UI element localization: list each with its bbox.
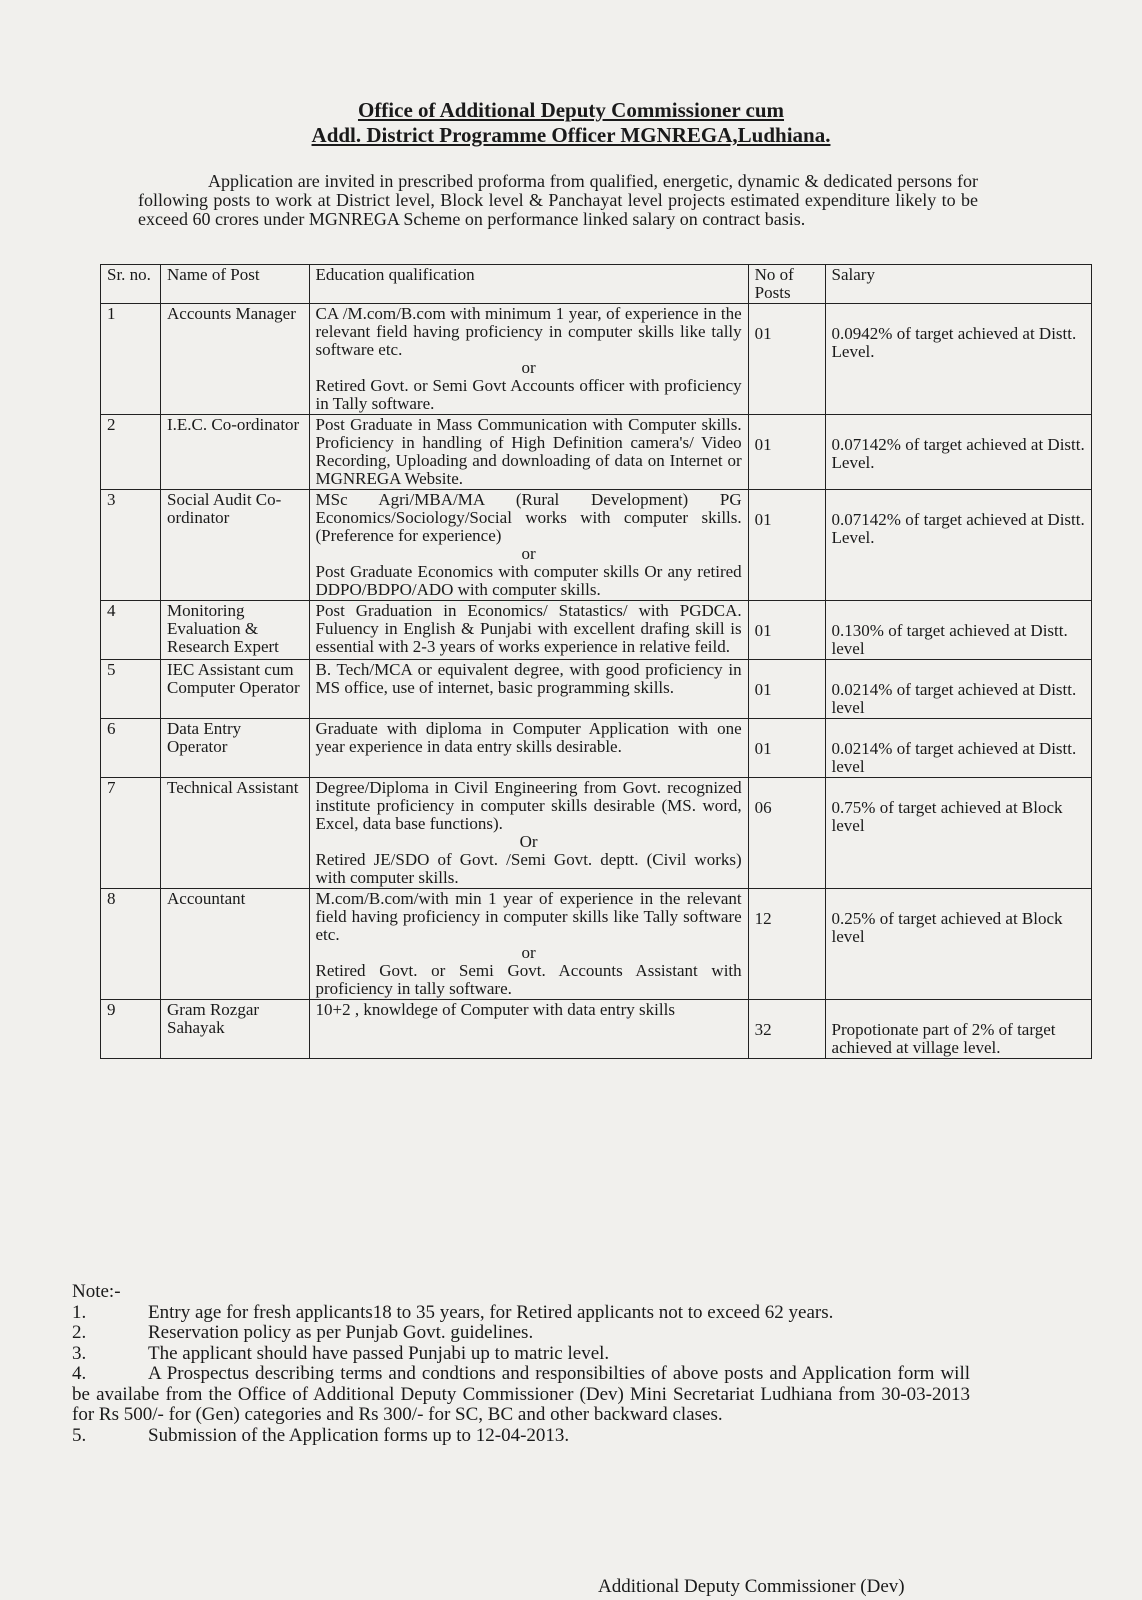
- row-qualification: [309, 415, 748, 490]
- row-salary: 0.0214% of target achieved at Distt. level: [831, 680, 1077, 717]
- table-row: [101, 660, 1092, 719]
- table-row: [101, 778, 1092, 889]
- row-sr: 5: [101, 660, 161, 719]
- row-salary: 0.07142% of target achieved at Distt. Level.: [831, 510, 1085, 547]
- row-posts: 01: [754, 621, 772, 640]
- note-item: [72, 1426, 970, 1447]
- row-salary-cell: [825, 490, 1091, 601]
- row-qualification: [309, 601, 748, 660]
- notes-label: Note:-: [72, 1281, 121, 1302]
- row-salary-cell: [825, 1000, 1091, 1059]
- note-text: A Prospectus describing terms and condtions and responsibilties of above posts and Application form will be availabe from the Office of Additional Deputy Commissioner (Dev) Mini Secretariat Ludhiana from 30-03-2013 for Rs 500/- for (Gen) categories and Rs 300/- for SC, BC and other backward clases.: [72, 1363, 970, 1425]
- row-posts-cell: [748, 889, 825, 1000]
- row-posts-cell: [748, 304, 825, 415]
- qualification-text: B. Tech/MCA or equivalent degree, with good proficiency in MS office, use of internet, basic programming skills.: [315, 660, 742, 697]
- row-post-name: Accounts Manager: [161, 304, 309, 415]
- row-post-name: I.E.C. Co-ordinator: [161, 415, 309, 490]
- row-posts-cell: [748, 719, 825, 778]
- row-posts: 32: [754, 1020, 772, 1039]
- row-qualification: [309, 778, 748, 889]
- qualification-alt-text: Post Graduate Economics with computer skills Or any retired DDPO/BDPO/ADO with computer skills.: [315, 562, 742, 599]
- row-sr: 3: [101, 490, 161, 601]
- qualification-or: Or: [519, 832, 538, 851]
- note-item: [72, 1303, 970, 1324]
- row-post-name: Data Entry Operator: [161, 719, 309, 778]
- note-number: 3.: [72, 1342, 87, 1364]
- row-sr: 6: [101, 719, 161, 778]
- row-salary: 0.0942% of target achieved at Distt. Level.: [831, 324, 1077, 361]
- table-row: [101, 1000, 1092, 1059]
- heading-line-1: Office of Additional Deputy Commissioner cum: [357, 98, 785, 122]
- row-qualification: [309, 304, 748, 415]
- row-post-name: Technical Assistant: [161, 778, 309, 889]
- row-posts: 01: [754, 739, 772, 758]
- heading-line-2: Addl. District Programme Officer MGNREGA,Ludhiana.: [311, 123, 831, 147]
- row-post-name: Gram Rozgar Sahayak: [161, 1000, 309, 1059]
- header-salary: Salary: [825, 265, 1091, 304]
- row-posts: 06: [754, 798, 772, 817]
- row-posts-cell: [748, 601, 825, 660]
- qualification-alt-text: Retired JE/SDO of Govt. /Semi Govt. deptt. (Civil works) with computer skills.: [315, 850, 742, 887]
- table-row: [101, 719, 1092, 778]
- row-salary: 0.130% of target achieved at Distt. level: [831, 621, 1068, 658]
- row-salary: 0.25% of target achieved at Block level: [831, 909, 1063, 946]
- notes-section: [72, 1282, 970, 1446]
- note-number: 5.: [72, 1424, 87, 1446]
- qualification-or: or: [521, 943, 536, 962]
- note-item: [72, 1344, 970, 1365]
- qualification-text: Post Graduation in Economics/ Statastics/ with PGDCA. Fuluency in English & Punjabi with excellent drafing skill is essential with 2-3 years of works experience in relative feild.: [315, 601, 742, 656]
- intro-paragraph: [138, 172, 978, 229]
- qualification-text: Degree/Diploma in Civil Engineering from Govt. recognized institute proficiency in computer skills desirable (MS. word, Excel, data base functions).: [315, 778, 742, 833]
- row-salary: 0.75% of target achieved at Block level: [831, 798, 1063, 835]
- row-posts: 01: [754, 680, 772, 699]
- row-qualification: [309, 660, 748, 719]
- row-sr: 8: [101, 889, 161, 1000]
- table-row: [101, 601, 1092, 660]
- row-salary-cell: [825, 778, 1091, 889]
- qualification-or: or: [521, 544, 536, 563]
- row-posts: 01: [754, 510, 772, 529]
- table-row: [101, 415, 1092, 490]
- note-text: The applicant should have passed Punjabi up to matric level.: [148, 1342, 610, 1364]
- qualification-text: 10+2 , knowldege of Computer with data entry skills: [315, 1000, 675, 1019]
- row-posts-cell: [748, 490, 825, 601]
- row-post-name: Social Audit Co-ordinator: [161, 490, 309, 601]
- document-heading: [0, 98, 1142, 148]
- row-sr: 9: [101, 1000, 161, 1059]
- row-sr: 2: [101, 415, 161, 490]
- posts-table: [100, 264, 1092, 1059]
- note-number: 4.: [72, 1363, 87, 1384]
- row-salary-cell: [825, 719, 1091, 778]
- row-qualification: [309, 1000, 748, 1059]
- qualification-text: M.com/B.com/with min 1 year of experience in the relevant field having proficiency in computer skills like Tally software etc.: [315, 889, 742, 944]
- row-posts-cell: [748, 778, 825, 889]
- row-salary-cell: [825, 415, 1091, 490]
- row-posts-cell: [748, 1000, 825, 1059]
- row-post-name: IEC Assistant cum Computer Operator: [161, 660, 309, 719]
- row-salary-cell: [825, 889, 1091, 1000]
- row-salary: 0.07142% of target achieved at Distt. Level.: [831, 435, 1085, 472]
- row-qualification: [309, 719, 748, 778]
- row-posts: 01: [754, 324, 772, 343]
- note-number: 1.: [72, 1301, 87, 1323]
- row-post-name: Monitoring Evaluation & Research Expert: [161, 601, 309, 660]
- notes-list: [72, 1303, 970, 1447]
- header-qualification: Education qualification: [309, 265, 748, 304]
- row-salary-cell: [825, 304, 1091, 415]
- row-posts: 01: [754, 435, 772, 454]
- qualification-alt-text: Retired Govt. or Semi Govt. Accounts Assistant with proficiency in tally software.: [315, 961, 742, 998]
- table-row: [101, 490, 1092, 601]
- row-salary: 0.0214% of target achieved at Distt. level: [831, 739, 1077, 776]
- row-salary: Propotionate part of 2% of target achieved at village level.: [831, 1020, 1056, 1057]
- qualification-text: MSc Agri/MBA/MA (Rural Development) PG Economics/Sociology/Social works with computer skills. (Preference for experience): [315, 490, 742, 545]
- row-posts-cell: [748, 660, 825, 719]
- row-posts: 12: [754, 909, 772, 928]
- note-item: [72, 1323, 970, 1344]
- qualification-text: Post Graduate in Mass Communication with Computer skills. Proficiency in handling of High Definition camera's/ Video Recording, Uploading and downloading of data on Internet or MGNREGA Website.: [315, 415, 742, 488]
- row-salary-cell: [825, 660, 1091, 719]
- row-sr: 7: [101, 778, 161, 889]
- qualification-text: CA /M.com/B.com with minimum 1 year, of experience in the relevant field having proficiency in computer skills like tally software etc.: [315, 304, 742, 359]
- note-item: [72, 1364, 970, 1426]
- row-posts-cell: [748, 415, 825, 490]
- header-name: Name of Post: [161, 265, 309, 304]
- table-body: [101, 304, 1092, 1059]
- note-text: Entry age for fresh applicants18 to 35 years, for Retired applicants not to exceed 62 years.: [148, 1301, 834, 1323]
- row-post-name: Accountant: [161, 889, 309, 1000]
- note-text: Reservation policy as per Punjab Govt. guidelines.: [148, 1322, 534, 1343]
- header-sr: Sr. no.: [101, 265, 161, 304]
- table-row: [101, 304, 1092, 415]
- row-sr: 4: [101, 601, 161, 660]
- note-text: Submission of the Application forms up to 12-04-2013.: [148, 1424, 570, 1446]
- table-row: [101, 889, 1092, 1000]
- qualification-or: or: [521, 358, 536, 377]
- row-salary-cell: [825, 601, 1091, 660]
- qualification-text: Graduate with diploma in Computer Application with one year experience in data entry skills desirable.: [315, 719, 742, 756]
- note-number: 2.: [72, 1322, 87, 1343]
- row-qualification: [309, 889, 748, 1000]
- signature: Additional Deputy Commissioner (Dev): [598, 1576, 905, 1597]
- table-header-row: [101, 265, 1092, 304]
- row-qualification: [309, 490, 748, 601]
- header-posts: No of Posts: [748, 265, 825, 304]
- intro-text: Application are invited in prescribed proforma from qualified, energetic, dynamic & dedicated persons for following posts to work at District level, Block level & Panchayat level projects estimated expenditure likely to be exceed 60 crores under MGNREGA Scheme on performance linked salary on contract basis.: [138, 171, 978, 229]
- row-sr: 1: [101, 304, 161, 415]
- qualification-alt-text: Retired Govt. or Semi Govt Accounts officer with proficiency in Tally software.: [315, 376, 742, 413]
